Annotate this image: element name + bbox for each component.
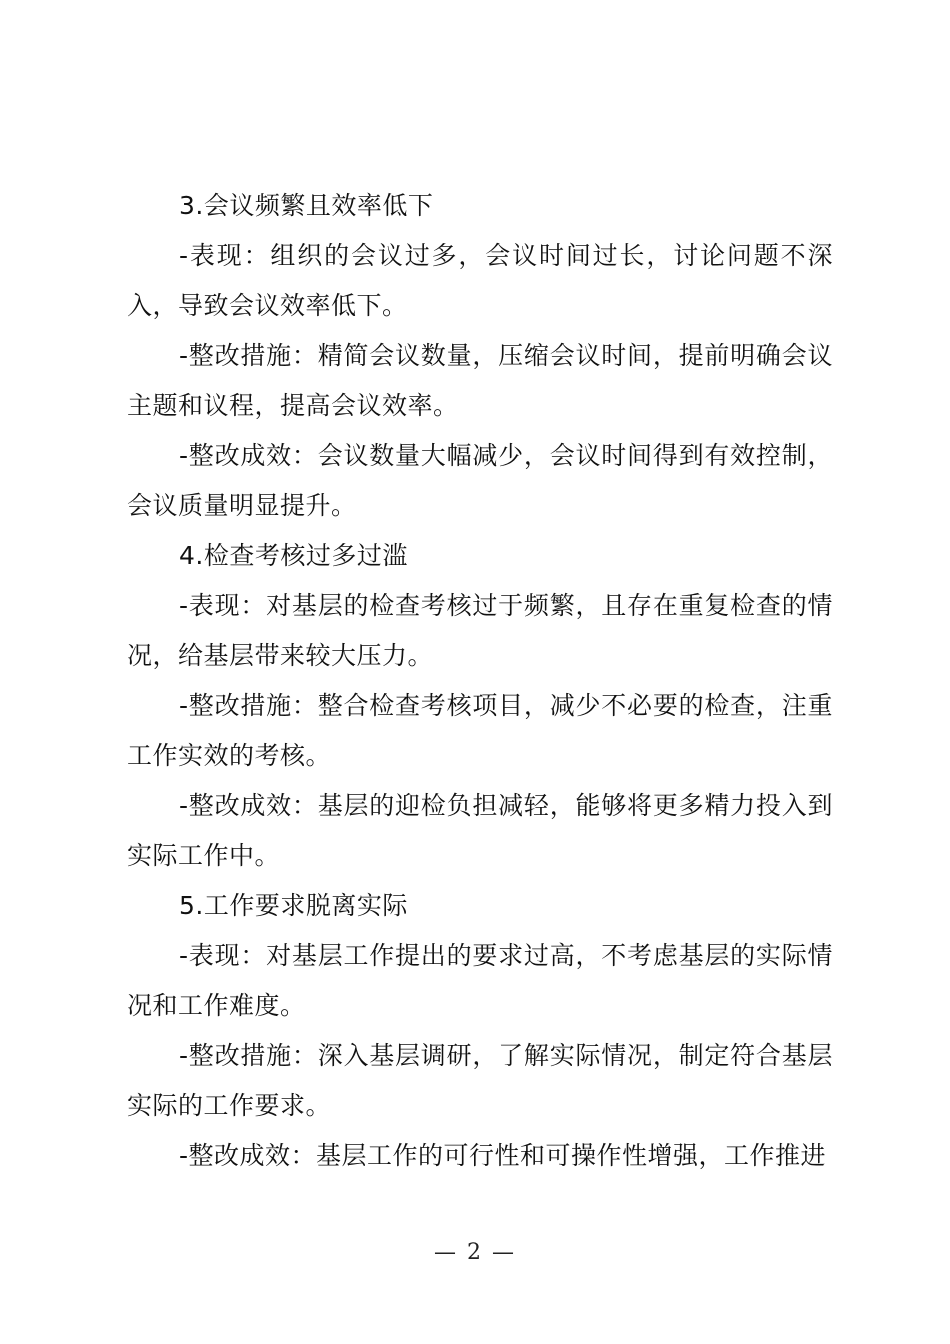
paragraph-meetings-results: -整改成效：会议数量大幅减少，会议时间得到有效控制，会议质量明显提升。 [127,441,833,520]
page-number: — 2 — [434,1240,516,1265]
paragraph-inspections-measures: -整改措施：整合检查考核项目，减少不必要的检查，注重工作实效的考核。 [127,691,833,770]
paragraph-meetings-measures: -整改措施：精简会议数量，压缩会议时间，提前明确会议主题和议程，提高会议效率。 [127,341,833,420]
document-body [127,181,833,1181]
paragraph-meetings-symptom: -表现：组织的会议过多，会议时间过长，讨论问题不深入，导致会议效率低下。 [127,241,833,320]
heading-meetings: 3.会议频繁且效率低下 [179,191,434,220]
heading-requirements: 5.工作要求脱离实际 [179,891,408,920]
paragraph-requirements-measures: -整改措施：深入基层调研，了解实际情况，制定符合基层实际的工作要求。 [127,1041,833,1120]
paragraph-inspections-symptom: -表现：对基层的检查考核过于频繁，且存在重复检查的情况，给基层带来较大压力。 [127,591,833,670]
paragraph-requirements-symptom: -表现：对基层工作提出的要求过高，不考虑基层的实际情况和工作难度。 [127,941,833,1020]
paragraph-inspections-results: -整改成效：基层的迎检负担减轻，能够将更多精力投入到实际工作中。 [127,791,833,870]
heading-inspections: 4.检查考核过多过滥 [179,541,408,570]
paragraph-requirements-results: -整改成效：基层工作的可行性和可操作性增强，工作推进 [179,1141,827,1170]
